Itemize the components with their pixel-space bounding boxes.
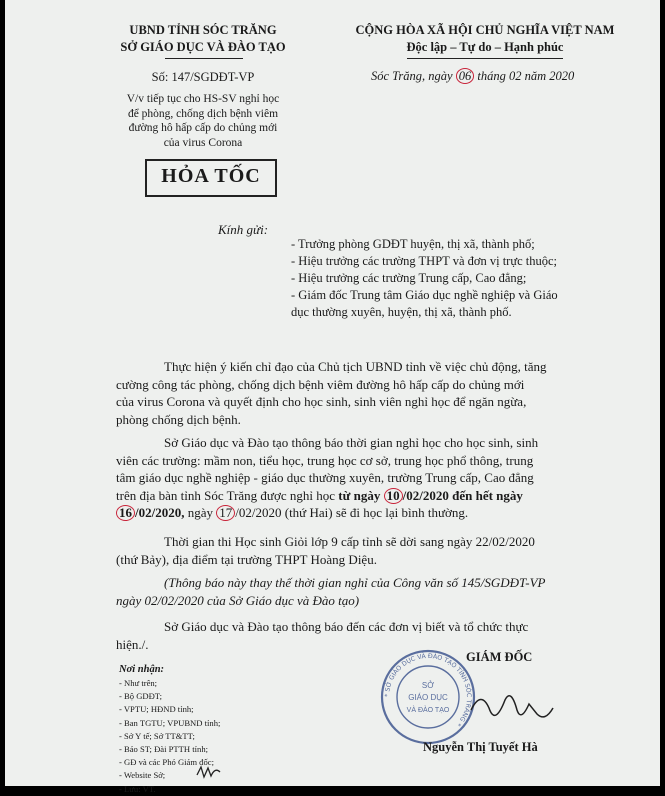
recipients-label: Nơi nhận: [119, 664, 165, 675]
seal-line: VÀ ĐÀO TẠO [406, 707, 450, 714]
recipients-item: - VPTU; HĐND tỉnh; [119, 704, 194, 715]
recipients-item: - Bộ GDĐT; [119, 691, 162, 702]
p2-text: trên địa bàn tỉnh Sóc Trăng được nghỉ học [116, 487, 339, 503]
paragraph-4 [116, 574, 564, 609]
p2-line: Sở Giáo dục và Đào tạo thông báo thời gian nghỉ học cho học sinh, sinh [164, 435, 539, 450]
official-seal [379, 648, 477, 746]
subject-line: của virus Corona [163, 136, 243, 149]
p2-from-date-rest: /02/2020 đến hết ngày [402, 487, 523, 503]
p5-line: Sở Giáo dục và Đào tạo thông báo đến các đơn vị biết và tổ chức thực [164, 619, 529, 634]
p2-end-date: /02/2020, [135, 505, 185, 521]
addressee-label: Kính gửi: [218, 222, 269, 237]
date-suffix: tháng 02 năm 2020 [477, 69, 575, 83]
date-day-circled: 06 [456, 68, 475, 84]
urgent-stamp-text: HỎA TỐC [161, 165, 261, 187]
p1-line: Thực hiện ý kiến chỉ đạo của Chủ tịch UBND tỉnh về việc chủ động, tăng [164, 359, 547, 374]
subject-line: đường hô hấp cấp do chủng mới [128, 122, 278, 134]
paragraph-1 [116, 358, 564, 428]
recipient-item: - Trưởng phòng GDĐT huyện, thị xã, thành phố; [291, 237, 535, 251]
p1-line: của virus Corona và quyết định cho học sinh, sinh viên nghỉ học để ngăn ngừa, [116, 394, 527, 410]
paragraph-3 [116, 533, 564, 568]
recipients-item: - Báo ST; Đài PTTH tỉnh; [119, 744, 209, 755]
seal-ring-text: * SỞ GIÁO DỤC VÀ ĐÀO TẠO TỈNH SÓC TRĂNG * [383, 652, 473, 728]
motto-underline [407, 58, 563, 59]
p4-line: (Thông báo này thay thế thời gian nghỉ của Công văn số 145/SGDĐT-VP [164, 575, 546, 590]
recipients-item: - Sở Y tế; Sở TT&TT; [119, 730, 195, 741]
paragraph-5 [116, 618, 564, 653]
agency-underline [165, 58, 243, 59]
return-day-circled: 17 [216, 505, 235, 521]
p1-line: cường công tác phòng, chống dịch bệnh viêm đường hô hấp cấp do chủng mới [116, 376, 525, 392]
initial-scribble [195, 763, 223, 781]
recipients-item: - Như trên; [119, 678, 158, 688]
recipient-item: - Giám đốc Trung tâm Giáo dục nghề nghiệp và Giáo [291, 288, 558, 302]
doc-date [371, 68, 574, 84]
country-title: CỘNG HÒA XÃ HỘI CHỦ NGHĨA VIỆT NAM [355, 23, 615, 37]
seal-line: GIÁO DỤC [408, 693, 448, 702]
p1-line: phòng chống dịch bệnh. [116, 411, 241, 427]
subject-line: V/v tiếp tục cho HS-SV nghỉ học [126, 93, 280, 105]
date-prefix: Sóc Trăng, ngày [371, 69, 453, 83]
p2-return-text: /02/2020 (thứ Hai) sẽ đi học lại bình thường. [235, 505, 469, 521]
subject-line: để phòng, chống dịch bệnh viêm [127, 107, 279, 120]
agency-parent: UBND TỈNH SÓC TRĂNG [129, 23, 277, 37]
p2-line: tâm giáo dục nghề nghiệp - giáo dục thường xuyên, trường Trung cấp, Cao đẳng [116, 470, 534, 486]
start-day-circled: 10 [384, 488, 403, 504]
signer-name: Nguyễn Thị Tuyết Hà [423, 740, 538, 754]
p3-line: Thời gian thi Học sinh Giỏi lớp 9 cấp tỉnh sẽ dời sang ngày 22/02/2020 [164, 534, 535, 549]
agency-name: SỞ GIÁO DỤC VÀ ĐÀO TẠO [120, 40, 286, 54]
p2-line: viên các trường: mầm non, tiểu học, trung học cơ sở, trung học phổ thông, trung [116, 452, 534, 468]
recipient-item: - Hiệu trưởng các trường Trung cấp, Cao đẳng; [291, 271, 527, 285]
p5-line: hiện./. [116, 636, 149, 652]
doc-number: Số: 147/SGDĐT-VP [151, 70, 255, 84]
handwritten-signature [467, 686, 557, 734]
p4-line: ngày 02/02/2020 của Sở Giáo dục và Đào tạo) [116, 592, 360, 608]
recipient-item: dục thường xuyên, huyện, thị xã, thành phố. [291, 305, 512, 319]
p3-line: (thứ Bảy), địa điểm tại trường THPT Hoàng Diệu. [116, 551, 377, 567]
p2-text: ngày [184, 505, 217, 521]
motto: Độc lập – Tự do – Hạnh phúc [406, 40, 564, 54]
urgent-stamp [145, 159, 277, 197]
recipients-item: - Lưu: VT. [119, 783, 156, 794]
recipients-item: - Ban TGTU; VPUBND tỉnh; [119, 717, 221, 728]
subject [83, 92, 323, 150]
recipient-item: - Hiệu trưởng các trường THPT và đơn vị trực thuộc; [291, 254, 558, 268]
p2-from-date-label: từ ngày [338, 487, 384, 503]
p2-line-5 [116, 504, 564, 522]
seal-line: SỞ [421, 681, 435, 690]
addressee-list [291, 236, 561, 321]
end-day-circled: 16 [116, 505, 135, 521]
document-page [5, 0, 660, 794]
recipients-item: - GĐ và các Phó Giám đốc; [119, 757, 214, 768]
paragraph-2 [116, 434, 564, 522]
recipients-item: - Website Sở; [119, 770, 166, 781]
p2-line-4 [116, 487, 564, 505]
signer-title: GIÁM ĐỐC [466, 650, 533, 664]
